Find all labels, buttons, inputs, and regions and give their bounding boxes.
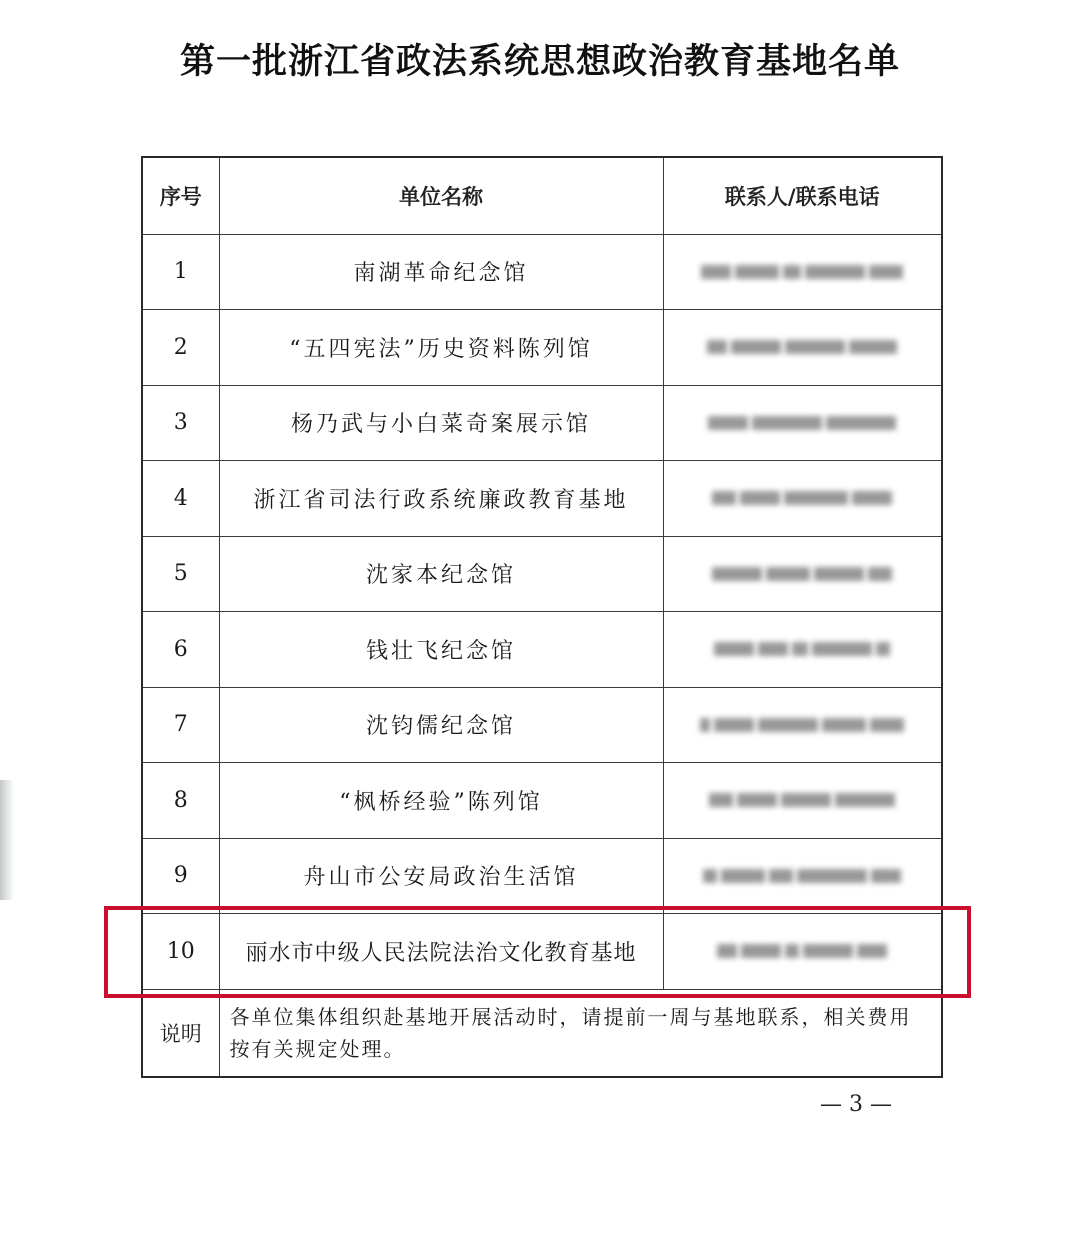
highlight-box-row-10 (104, 906, 971, 998)
row-number: 10 (142, 914, 219, 990)
row-number: 6 (142, 612, 219, 688)
contact-redacted (663, 461, 942, 537)
row-number: 8 (142, 763, 219, 839)
unit-name: “枫桥经验”陈列馆 (219, 763, 663, 839)
contact-redacted (663, 763, 942, 839)
table-header-row (142, 157, 942, 234)
contact-redacted (663, 385, 942, 461)
table-row (142, 536, 942, 612)
note-label: 说明 (142, 989, 219, 1077)
row-number: 5 (142, 536, 219, 612)
unit-name: 南湖革命纪念馆 (219, 234, 663, 310)
row-number: 7 (142, 687, 219, 763)
contact-redacted (663, 612, 942, 688)
unit-name: 丽水市中级人民法院法治文化教育基地 (219, 914, 663, 990)
row-number: 4 (142, 461, 219, 537)
table-row (142, 612, 942, 688)
unit-name: 浙江省司法行政系统廉政教育基地 (219, 461, 663, 537)
row-number: 3 (142, 385, 219, 461)
table-row (142, 763, 942, 839)
unit-name: 沈钧儒纪念馆 (219, 687, 663, 763)
unit-name: 沈家本纪念馆 (219, 536, 663, 612)
table-row (142, 234, 942, 310)
document-title: 第一批浙江省政法系统思想政治教育基地名单 (179, 42, 900, 82)
unit-name: 钱壮飞纪念馆 (219, 612, 663, 688)
contact-redacted (663, 536, 942, 612)
header-contact: 联系人/联系电话 (663, 157, 942, 234)
table-row (142, 310, 942, 386)
header-seq: 序号 (142, 157, 219, 234)
table-row (142, 461, 942, 537)
table-row (142, 838, 942, 914)
contact-redacted (663, 687, 942, 763)
row-number: 2 (142, 310, 219, 386)
unit-name: 舟山市公安局政治生活馆 (219, 838, 663, 914)
contact-redacted (663, 234, 942, 310)
table-row (142, 687, 942, 763)
unit-name: 杨乃武与小白菜奇案展示馆 (219, 385, 663, 461)
note-text: 各单位集体组织赴基地开展活动时，请提前一周与基地联系，相关费用按有关规定处理。 (219, 989, 942, 1077)
row-number: 1 (142, 234, 219, 310)
unit-name: “五四宪法”历史资料陈列馆 (219, 310, 663, 386)
header-unit-name: 单位名称 (219, 157, 663, 234)
row-number: 9 (142, 838, 219, 914)
note-row (142, 989, 942, 1077)
page-number: — 3 — (820, 1092, 892, 1117)
page-edge-shadow (0, 780, 14, 900)
table-row (142, 385, 942, 461)
contact-redacted (663, 310, 942, 386)
contact-redacted (663, 838, 942, 914)
